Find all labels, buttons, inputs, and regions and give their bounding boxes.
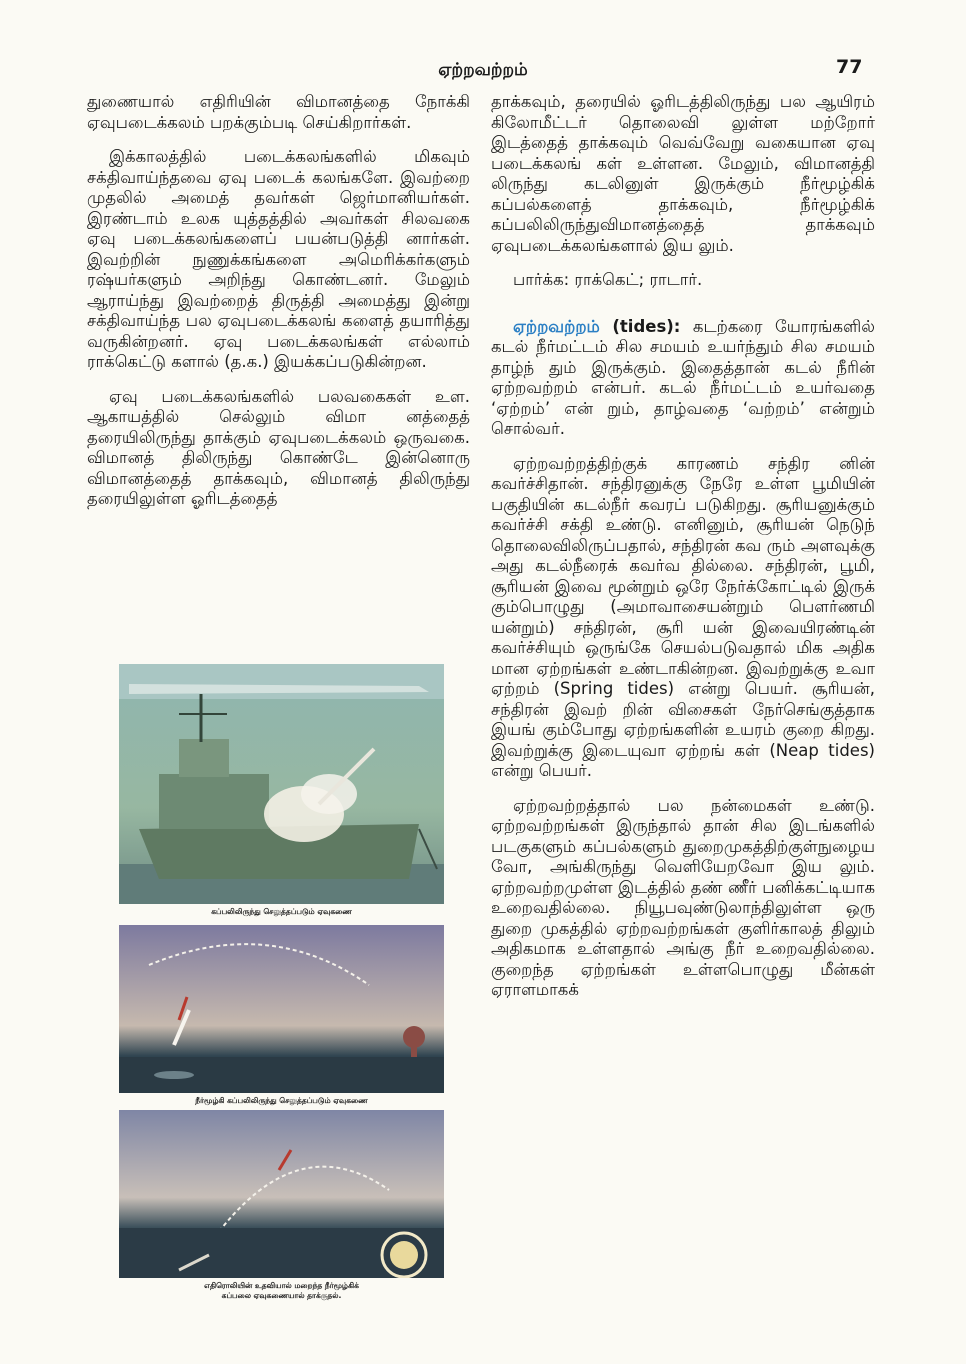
figure-3-caption <box>119 1281 444 1301</box>
right-paragraph-benefits: ஏற்றவற்றத்தால் பல நன்மைகள் உண்டு. ஏற்றவற்றங்கள் இருந்தால் தான் சில இடங்களில் படகுகளும் கப்பல்களும் துறைமுகத்திற்குள்நுழைய வோ, அங்கிருந்து வெளியேறவோ இய லும். ஏற்றவற்றமுள்ள இடத்தில் தண் ணீர் பனிக்கட்டியாக உறைவதில்லை. நியூபவுண்டுலாந்திலுள்ள ஒரு துறை முகத்தில் ஏற்றவற்றங்கள் குளிர்காலத் திலும் அதிகமாக உள்ளதால் அங்கு நீர் உறைவதில்லை. குறைந்த ஏற்றங்கள் உள்ளபொழுது மீன்கள் ஏராளமாகக் <box>491 795 875 999</box>
submarine-missile-illustration <box>119 925 444 1093</box>
figure-3-caption-line2: கப்பலை ஏவுகணையால் தாக்குதல். <box>221 1291 342 1300</box>
left-column <box>87 92 470 524</box>
sonar-missile-illustration <box>119 1110 444 1278</box>
left-paragraph-1: துணையால் எதிரியின் விமானத்தை நோக்கி ஏவுபடைக்கலம் பறக்கும்படி செய்கிறார்கள். <box>87 92 470 132</box>
figure-submarine-missile <box>119 925 444 1106</box>
figure-1-caption: கப்பலிலிருந்து செலுத்தப்படும் ஏவுகணை <box>211 907 352 916</box>
entry-headword-english: (tides): <box>612 316 681 336</box>
see-also-line: பார்க்க: ராக்கெட்; ராடார். <box>513 270 703 289</box>
figure-ship-missile <box>119 664 444 917</box>
right-paragraph-causes: ஏற்றவற்றத்திற்குக் காரணம் சந்திர னின் கவர்ச்சிதான். சந்திரனுக்கு நேரே உள்ள பூமியின் பகுதியின் கடல்நீர் கவரப் படுகிறது. சூரியனுக்கும் கவர்ச்சி சக்தி உண்டு. எனினும், சூரியன் நெடுந் தொலைவிலிருப்பதால், சந்திரன் கவ ரும் அளவுக்கு அது கடல்நீரைக் கவர்வ தில்லை. சந்திரன், பூமி, சூரியன் இவை மூன்றும் ஒரே நேர்க்கோட்டில் இருக் கும்பொழுது (அமாவாசையன்றும் பௌர்ணமி யன்றும்) சந்திரன், சூரி யன் இவையிரண்டின் கவர்ச்சியும் ஒருங்கே செயல்படுவதால் மிக அதிக மான ஏற்றங்கள் உண்டாகின்றன. இவற்றுக்கு உவா ஏற்றம் (Spring tides) என்று பெயர். சூரியன், சந்திரன் இவற் றின் விசைகள் நேர்செங்குத்தாக இயங் கும்போது ஏற்றங்களின் உயரம் குறை கிறது. இவற்றுக்கு இடையுவா ஏற்றங் கள் (Neap tides) என்று பெயர். <box>491 453 875 780</box>
entry-text: கடற்கரை யோரங்களில் கடல் நீர்மட்டம் சில சமயம் உயர்ந்தும் சில சமயம் தாழ்ந் தும் இருக்கும். இதைத்தான் கடல் நீரின் ஏற்றவற்றம் என்பர். கடல் நீர்மட்டம் உயர்வதை ‘ஏற்றம்’ என் றும், தாழ்வதை ‘வற்றம்’ என்றும் சொல்வர். <box>491 316 875 438</box>
figure-sonar-missile <box>119 1110 444 1301</box>
ship-missile-illustration <box>119 664 444 904</box>
entry-tides <box>491 317 875 440</box>
right-column <box>491 92 875 1015</box>
entry-headword: ஏற்றவற்றம் <box>513 316 600 336</box>
left-paragraph-3: ஏவு படைக்கலங்களில் பலவகைகள் உள. ஆகாயத்தில் செல்லும் விமா னத்தைத் தரையிலிருந்து தாக்கும் ஏவுபடைக்கலம் ஒருவகை. விமானத் திலிருந்து கொண்டே இன்னொரு விமானத்தைத் தாக்கவும், விமானத் திலிருந்து தரையிலுள்ள ஓரிடத்தைத் <box>87 386 470 508</box>
page-number: 77 <box>836 56 863 78</box>
running-title: ஏற்றவற்றம் <box>438 60 528 80</box>
left-paragraph-2: இக்காலத்தில் படைக்கலங்களில் மிகவும் சக்திவாய்ந்தவை ஏவு படைக் கலங்களே. இவற்றை முதலில் அமைத் தவர்கள் ஜெர்மானியர்கள். இரண்டாம் உலக யுத்தத்தில் அவர்கள் சிலவகை ஏவு படைக்கலங்களைப் பயன்படுத்தி னார்கள். இவற்றின் நுணுக்கங்களை அமெரிக்கர்களும் ரஷ்யர்களும் அறிந்து கொண்டனர். மேலும் ஆராய்ந்து இவற்றைத் திருத்தி அமைத்து இன்று சக்திவாய்ந்த பல ஏவுபடைக்கலங் களைத் தயாரித்து வருகின்றனர். ஏவு படைக்கலங்கள் எல்லாம் ராக்கெட்டு களால் (த.க.) இயக்கப்படுகின்றன. <box>87 147 470 371</box>
figure-3-caption-line1: எதிரொலியின் உதவியால் மறைந்த நீர்மூழ்கிக் <box>204 1281 359 1290</box>
figure-2-caption: நீர்மூழ்கி கப்பலிலிருந்து செலுத்தப்படும் ஏவுகணை <box>195 1096 368 1105</box>
right-paragraph-1: தாக்கவும், தரையில் ஓரிடத்திலிருந்து பல ஆயிரம் கிலோமீட்டர் தொலைவி லுள்ள மற்றோர் இடத்தைத் தாக்கவும் வெவ்வேறு வகையான ஏவு படைக்கலங் கள் உள்ளன. மேலும், விமானத்தி லிருந்து கடலினுள் இருக்கும் நீர்மூழ்கிக் கப்பல்களைத் தாக்கவும், நீர்மூழ்கிக் கப்பலிலிருந்துவிமானத்தைத் தாக்கவும் ஏவுபடைக்கலங்களால் இய லும். <box>491 92 875 255</box>
